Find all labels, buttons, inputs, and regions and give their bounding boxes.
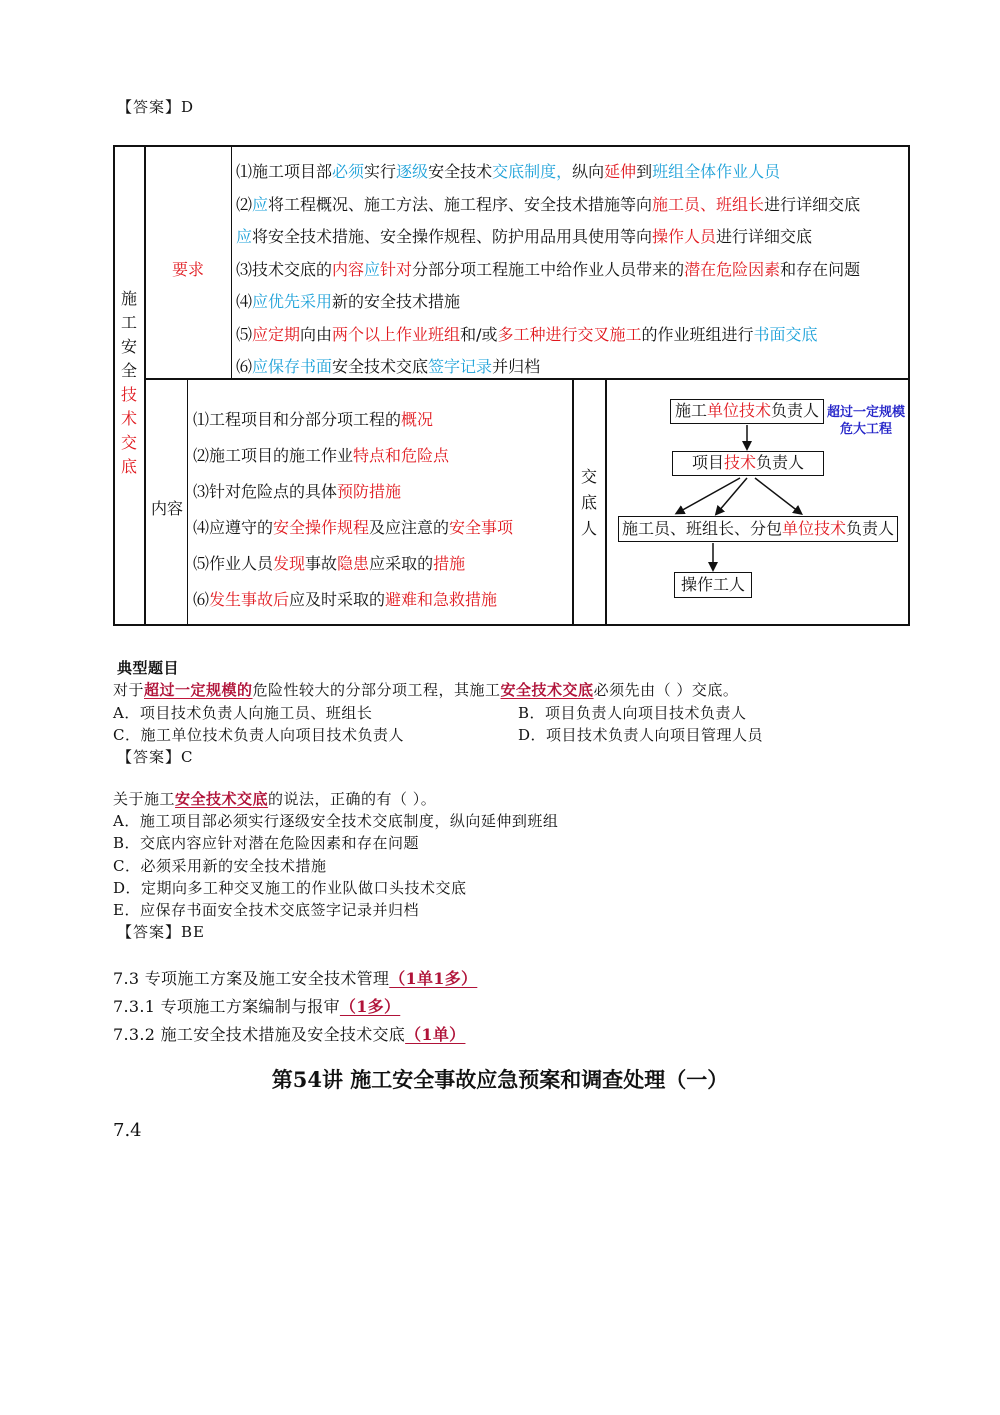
section-7-3-2: 7.3.2 施工安全技术措施及安全技术交底（1单） xyxy=(113,1025,466,1044)
text-run: 应 xyxy=(236,227,253,246)
text-run: 安全技术交底 xyxy=(332,357,429,376)
text-run: 向由 xyxy=(300,325,333,344)
question1-option-b: B．项目负责人向项目技术负责人 xyxy=(518,704,747,722)
text-run: 进行详细交底 xyxy=(764,195,861,214)
text-run: 关于施工 xyxy=(113,790,176,808)
question2-answer: 【答案】BE xyxy=(117,923,205,941)
question1-option-c: C．施工单位技术负责人向项目技术负责人 xyxy=(113,726,404,744)
text-run: 内容 xyxy=(332,260,365,279)
text-run: 负责人 xyxy=(771,401,820,420)
text-run: 技术 xyxy=(723,453,756,472)
text-run: ⑶针对危险点的具体 xyxy=(193,482,338,501)
text-run: 应优先采用 xyxy=(252,292,333,311)
text-run: 措施 xyxy=(433,554,466,573)
text-run: ⑶技术交底的 xyxy=(236,260,333,279)
text-run: 危险性较大的分部分项工程，其施工 xyxy=(252,681,501,699)
text-run: ⑸ xyxy=(236,325,253,344)
text-run: 和存在问题 xyxy=(780,260,861,279)
section-7-3: 7.3 专项施工方案及施工安全技术管理（1单1多） xyxy=(113,969,478,988)
text-run: ⑹ xyxy=(193,590,210,609)
lecture-title: 第54讲 施工安全事故应急预案和调查处理（一） xyxy=(271,1067,729,1092)
text-run: 必须 xyxy=(332,162,365,181)
text-run: 操作工人 xyxy=(680,575,745,594)
text-run: ⑴工程项目和分部分项工程的 xyxy=(193,410,402,429)
text-run: 交底制度， xyxy=(492,162,573,181)
text-run: 避难和急救措施 xyxy=(385,590,498,609)
text-run: 进行详细交底 xyxy=(716,227,813,246)
question2-option: D．定期向多工种交叉施工的作业队做口头技术交底 xyxy=(113,879,467,897)
text-run: 安全技术交底 xyxy=(175,790,269,808)
text-run: ⑸作业人员 xyxy=(193,554,274,573)
flow-arrows xyxy=(0,0,1000,700)
question1-answer: 【答案】C xyxy=(117,748,194,766)
text-run: 超过一定规模的 xyxy=(144,681,253,699)
section-7-4: 7.4 xyxy=(113,1120,142,1141)
text-run: 纵向 xyxy=(572,162,605,181)
flow-note-large-scale: 超过一定规模 危大工程 xyxy=(827,405,906,437)
question2-option: B．交底内容应针对潜在危险因素和存在问题 xyxy=(113,834,420,852)
typical-question-heading: 典型题目 xyxy=(117,659,180,677)
question1-option-a: A．项目技术负责人向施工员、班组长 xyxy=(113,704,373,722)
text-run: 签字记录 xyxy=(428,357,493,376)
text-run: 的说法，正确的有（ ）。 xyxy=(268,790,437,808)
text-run: 和/或 xyxy=(460,325,498,344)
text-run: 逐级 xyxy=(396,162,429,181)
text-run: 应 xyxy=(364,260,381,279)
text-run: ⑴施工项目部 xyxy=(236,162,333,181)
arrow-down-left xyxy=(679,478,740,512)
text-run: 班组全体作业人员 xyxy=(652,162,781,181)
text-run: 延伸 xyxy=(604,162,637,181)
text-run: 书面交底 xyxy=(753,325,818,344)
requirements-label: 要求 xyxy=(172,260,205,279)
text-run: 应采取的 xyxy=(369,554,434,573)
text-run: 将工程概况、施工方法、施工程序、安全技术措施等向 xyxy=(268,195,653,214)
text-run: 施工员、班组长、分包 xyxy=(621,519,782,538)
text-run: 发现 xyxy=(273,554,306,573)
text-run: 负责人 xyxy=(756,453,805,472)
text-run: 应定期 xyxy=(252,325,301,344)
text-run: 项目 xyxy=(691,453,724,472)
text-run: 将安全技术措施、安全操作规程、防护用品用具使用等向 xyxy=(252,227,653,246)
text-run: ⑷应遵守的 xyxy=(193,518,274,537)
text-run: ⑷ xyxy=(236,292,253,311)
text-run: ⑵ xyxy=(236,195,253,214)
text-run: 两个以上作业班组 xyxy=(332,325,461,344)
question1-option-d: D．项目技术负责人向项目管理人员 xyxy=(518,726,764,744)
contents-label: 内容 xyxy=(151,499,184,518)
text-run: 必须先由（ ）交底。 xyxy=(593,681,739,699)
question2-option: C．必须采用新的安全技术措施 xyxy=(113,857,327,875)
section-7-3-1: 7.3.1 专项施工方案编制与报审（1多） xyxy=(113,997,401,1016)
question2-option: A．施工项目部必须实行逐级安全技术交底制度，纵向延伸到班组 xyxy=(113,812,559,830)
text-run: 多工种进行交叉施工 xyxy=(497,325,642,344)
text-run: 预防措施 xyxy=(337,482,402,501)
text-run: ⑵施工项目的施工作业 xyxy=(193,446,354,465)
text-run: 应及时采取的 xyxy=(289,590,386,609)
text-run: 实行 xyxy=(364,162,397,181)
text-run: 安全操作规程 xyxy=(273,518,370,537)
text-run: 安全事项 xyxy=(449,518,514,537)
text-run: 及应注意的 xyxy=(369,518,450,537)
text-run: 单位技术 xyxy=(781,519,846,538)
text-run: 负责人 xyxy=(846,519,895,538)
text-run: 的作业班组进行 xyxy=(641,325,754,344)
text-run: 操作人员 xyxy=(652,227,717,246)
text-run: 到 xyxy=(636,162,653,181)
text-run: 对于 xyxy=(113,681,145,699)
text-run: 施工员、班组长 xyxy=(652,195,765,214)
text-run: 分部分项工程施工中给作业人员带来的 xyxy=(412,260,685,279)
text-run: 应保存书面 xyxy=(252,357,333,376)
text-run: 针对 xyxy=(380,260,413,279)
question1-stem xyxy=(113,679,738,700)
text-run: 概况 xyxy=(401,410,434,429)
text-run: 新的安全技术措施 xyxy=(332,292,461,311)
text-run: 事故 xyxy=(305,554,338,573)
handover-label-vertical: 交 底 人 xyxy=(580,467,597,538)
arrow-down-right xyxy=(755,478,799,512)
row-header-vertical: 施 工 安 全 技 术 交 底 xyxy=(120,289,137,476)
text-run: 单位技术 xyxy=(706,401,771,420)
text-run: 隐患 xyxy=(337,554,370,573)
text-run: 安全技术交底 xyxy=(500,681,594,699)
text-run: 潜在危险因素 xyxy=(684,260,781,279)
text-run: ⑹ xyxy=(236,357,253,376)
text-run: 安全技术 xyxy=(428,162,493,181)
answer-label: 【答案】D xyxy=(117,98,195,116)
question2-option: E．应保存书面安全技术交底签字记录并归档 xyxy=(113,901,419,919)
question2-stem xyxy=(113,788,436,809)
arrow-down-mid xyxy=(718,478,747,512)
text-run: 并归档 xyxy=(492,357,541,376)
text-run: 特点和危险点 xyxy=(353,446,450,465)
text-run: 应 xyxy=(252,195,269,214)
text-run: 发生事故后 xyxy=(209,590,290,609)
text-run: 施工 xyxy=(674,401,707,420)
